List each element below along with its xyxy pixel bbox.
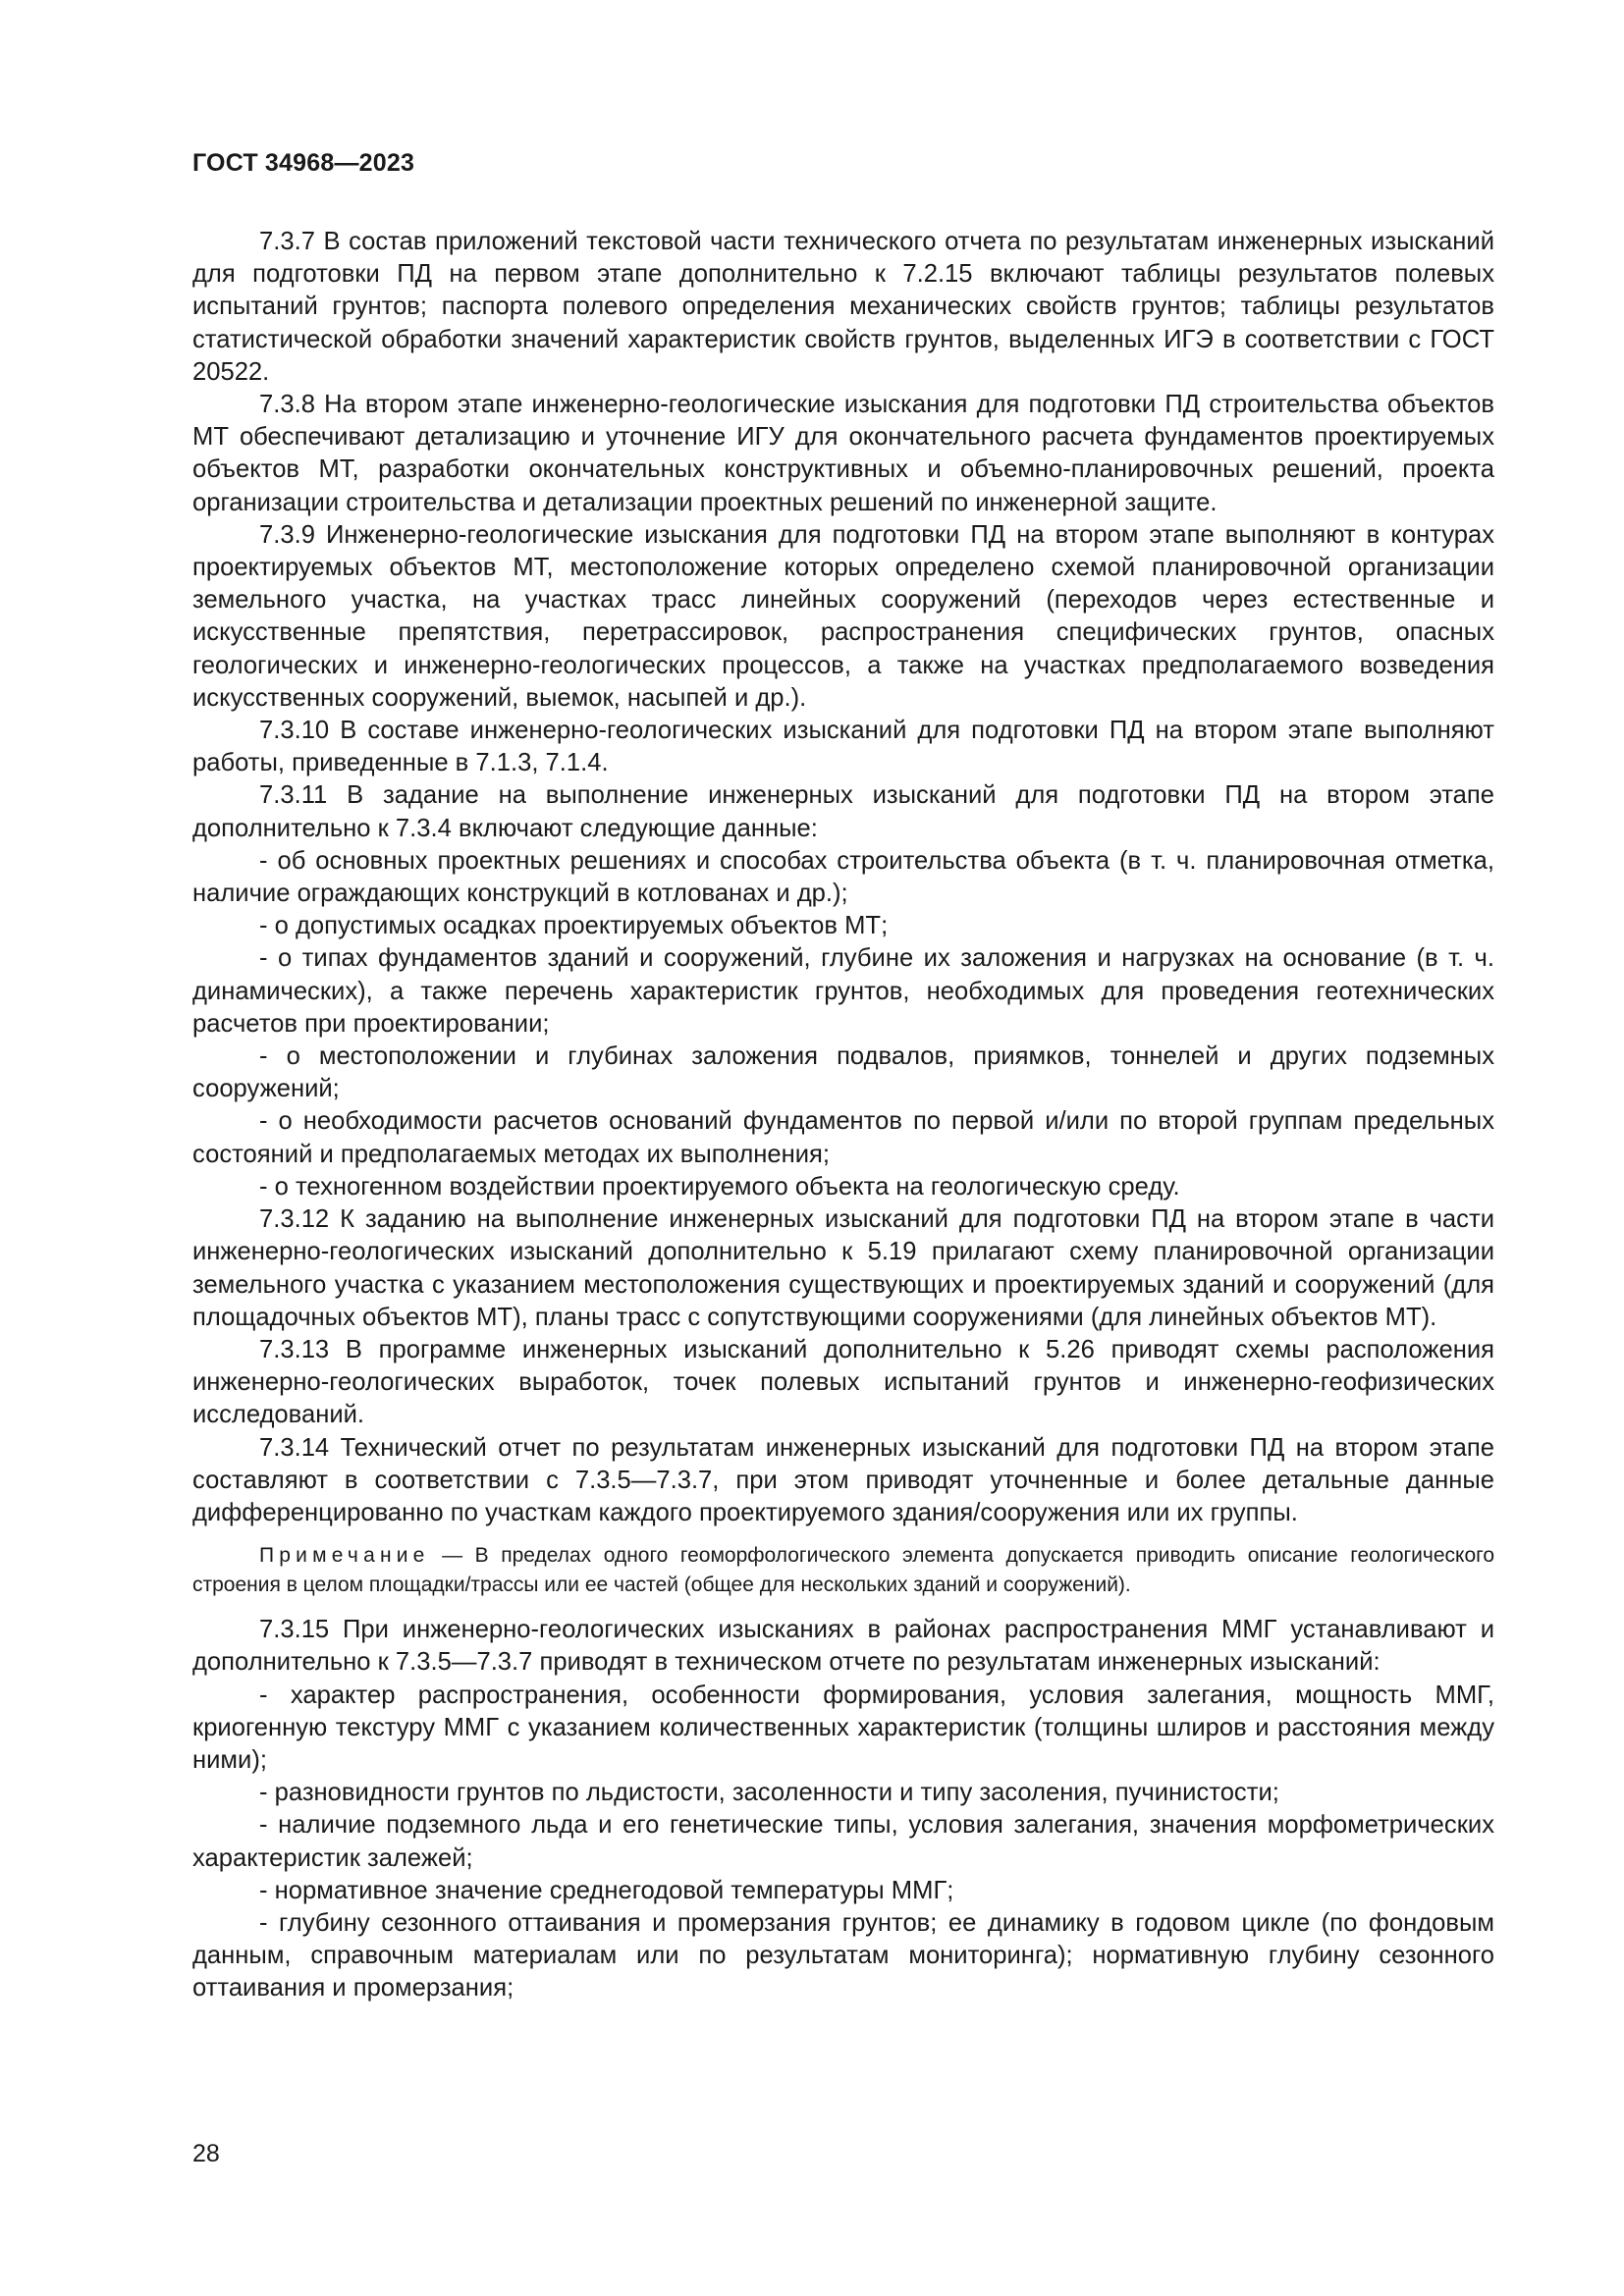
list-item: - о необходимости расчетов оснований фундаментов по первой и/или по второй группам предельных состояний и предполагаемых методах их выполнения; bbox=[192, 1107, 1494, 1168]
list-item: - глубину сезонного оттаивания и промерзания грунтов; ее динамику в годовом цикле (по фондовым данным, справочным материалам или по результатам мониторинга); нормативную глубину сезонного оттаивания и промерзания; bbox=[192, 1908, 1494, 2002]
note-label: Примечание bbox=[259, 1544, 430, 1568]
document-body bbox=[192, 226, 1494, 2005]
list-item: - о допустимых осадках проектируемых объектов МТ; bbox=[259, 912, 889, 940]
paragraph-7-3-7: 7.3.7 В состав приложений текстовой части технического отчета по результатам инженерных изысканий для подготовки ПД на первом этапе дополнительно к 7.2.15 включают таблицы результатов полевых испытаний грунтов; паспорта полевого определения механических свойств грунтов; таблицы результатов статистической обработки значений характеристик свойств грунтов, выделенных ИГЭ в соответствии с ГОСТ 20522. bbox=[192, 228, 1494, 386]
list-item: - наличие подземного льда и его генетические типы, условия залегания, значения морфометрических характеристик залежей; bbox=[192, 1811, 1494, 1872]
list-item: - разновидности грунтов по льдистости, засоленности и типу засоления, пучинистости; bbox=[259, 1779, 1279, 1807]
page-number: 28 bbox=[192, 2140, 220, 2167]
document-header: ГОСТ 34968—2023 bbox=[192, 149, 415, 177]
note bbox=[192, 1541, 1494, 1600]
paragraph-7-3-13: 7.3.13 В программе инженерных изысканий дополнительно к 5.26 приводят схемы расположения инженерно-геологических выработок, точек полевых испытаний грунтов и инженерно-геофизических исследований. bbox=[192, 1335, 1494, 1429]
paragraph-7-3-9: 7.3.9 Инженерно-геологические изыскания для подготовки ПД на втором этапе выполняют в контурах проектируемых объектов МТ, местоположение которых определено схемой планировочной организации земельного участка, на участках трасс линейных сооружений (переходов через естественные и искусственные препятствия, перетрассировок, распространения специфических грунтов, опасных геологических и инженерно-геологических процессов, а также на участках предполагаемого возведения искусственных сооружений, выемок, насыпей и др.). bbox=[192, 520, 1494, 712]
list-item: - характер распространения, особенности формирования, условия залегания, мощность ММГ, криогенную текстуру ММГ с указанием количественных характеристик (толщины шлиров и расстояния между ними); bbox=[192, 1681, 1494, 1774]
note-text: — В пределах одного геоморфологического элемента допускается приводить описание геологического строения в целом площадки/трассы или ее частей (общее для нескольких зданий и сооружений). bbox=[192, 1544, 1494, 1597]
paragraph-7-3-10: 7.3.10 В составе инженерно-геологических изысканий для подготовки ПД на втором этапе выполняют работы, приведенные в 7.1.3, 7.1.4. bbox=[192, 717, 1494, 777]
list-item: - о местоположении и глубинах заложения подвалов, приямков, тоннелей и других подземных сооружений; bbox=[192, 1042, 1494, 1103]
list-item: - нормативное значение среднегодовой температуры ММГ; bbox=[259, 1876, 954, 1904]
list-item: - об основных проектных решениях и способах строительства объекта (в т. ч. планировочная отметка, наличие ограждающих конструкций в котлованах и др.); bbox=[192, 846, 1494, 908]
paragraph-7-3-15: 7.3.15 При инженерно-геологических изысканиях в районах распространения ММГ устанавливают и дополнительно к 7.3.5—7.3.7 приводят в техническом отчете по результатам инженерных изысканий: bbox=[192, 1616, 1494, 1677]
paragraph-7-3-12: 7.3.12 К заданию на выполнение инженерных изысканий для подготовки ПД на втором этапе в части инженерно-геологических изысканий дополнительно к 5.19 прилагают схему планировочной организации земельного участка с указанием местоположения существующих и проектируемых зданий и сооружений (для площадочных объектов МТ), планы трасс с сопутствующими сооружениями (для линейных объектов МТ). bbox=[192, 1205, 1494, 1331]
list-item: - о техногенном воздействии проектируемого объекта на геологическую среду. bbox=[259, 1172, 1180, 1201]
paragraph-7-3-14: 7.3.14 Технический отчет по результатам инженерных изысканий для подготовки ПД на втором этапе составляют в соответствии с 7.3.5—7.3.7, при этом приводят уточненные и более детальные данные дифференцированно по участкам каждого проектируемого здания/сооружения или их группы. bbox=[192, 1433, 1494, 1526]
paragraph-7-3-11: 7.3.11 В задание на выполнение инженерных изысканий для подготовки ПД на втором этапе дополнительно к 7.3.4 включают следующие данные: bbox=[192, 781, 1494, 842]
list-item: - о типах фундаментов зданий и сооружений, глубине их заложения и нагрузках на основание (в т. ч. динамических), а также перечень характеристик грунтов, необходимых для проведения геотехнических расчетов при проектировании; bbox=[192, 944, 1494, 1038]
paragraph-7-3-8: 7.3.8 На втором этапе инженерно-геологические изыскания для подготовки ПД строительства объектов МТ обеспечивают детализацию и уточнение ИГУ для окончательного расчета фундаментов проектируемых объектов МТ, разработки окончательных конструктивных и объемно-планировочных решений, проекта организации строительства и детализации проектных решений по инженерной защите. bbox=[192, 391, 1494, 516]
